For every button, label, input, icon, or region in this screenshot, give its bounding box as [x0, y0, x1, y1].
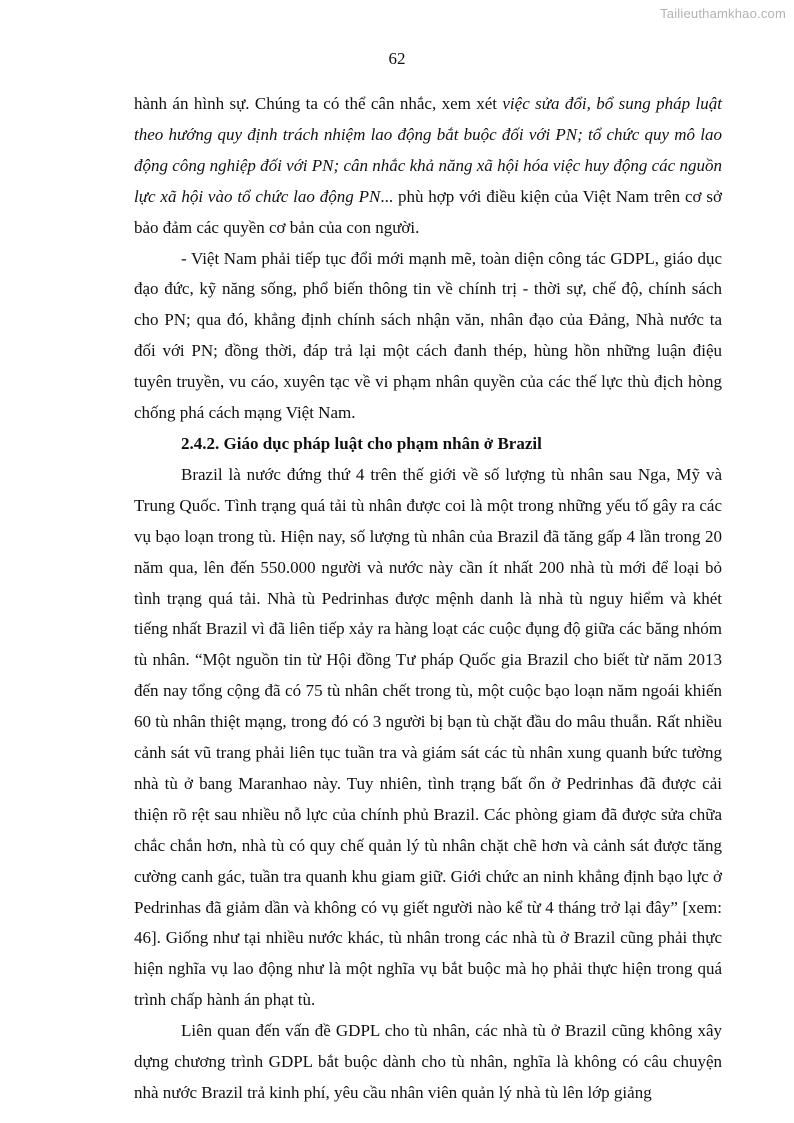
- section-heading: 2.4.2. Giáo dục pháp luật cho phạm nhân ở Brazil: [181, 433, 542, 453]
- paragraph-1-text-end: ... phù hợp với điều kiện của Việt Nam trên cơ sở bảo đảm các quyền cơ bản của con người.: [134, 186, 722, 237]
- watermark: Tailieuthamkhao.com: [660, 6, 786, 21]
- paragraph-1-italic-text: việc sửa đổi, bổ sung pháp luật theo hướng quy định trách nhiệm lao động bắt buộc đối với PN; tổ chức quy mô lao động công nghiệp đối với PN; cân nhắc khả năng xã hội hóa việc huy động các nguồn lực xã hội vào tổ chức lao động PN: [134, 94, 722, 206]
- paragraph-2: - Việt Nam phải tiếp tục đổi mới mạnh mẽ, toàn diện công tác GDPL, giáo dục đạo đức, kỹ năng sống, phổ biến thông tin về chính trị - thời sự, chế độ, chính sách cho PN; qua đó, khẳng định chính sách nhận văn, nhân đạo của Đảng, Nhà nước ta đối với PN; đồng thời, đáp trả lại một cách đanh thép, hùng hồn những luận điệu tuyên truyền, vu cáo, xuyên tạc về vi phạm nhân quyền của các thế lực thù địch hòng chống phá cách mạng Việt Nam.: [134, 248, 722, 423]
- paragraph-1-text-start: hành án hình sự. Chúng ta có thể cân nhắc, xem xét: [134, 94, 503, 113]
- paragraph-4: Liên quan đến vấn đề GDPL cho tù nhân, các nhà tù ở Brazil cũng không xây dựng chương trình GDPL bắt buộc dành cho tù nhân, nghĩa là không có câu chuyện nhà nước Brazil trả kinh phí, yêu cầu nhân viên quản lý nhà tù lên lớp giảng: [134, 1021, 722, 1102]
- document-body: [134, 89, 722, 1109]
- paragraph-1: [134, 89, 722, 244]
- paragraph-3: Brazil là nước đứng thứ 4 trên thế giới về số lượng tù nhân sau Nga, Mỹ và Trung Quốc. Tình trạng quá tải tù nhân được coi là một trong những yếu tố gây ra các vụ bạo loạn trong tù. Hiện nay, số lượng tù nhân của Brazil đã tăng gấp 4 lần trong 20 năm qua, lên đến 550.000 người và nước này cần ít nhất 200 nhà tù mới để loại bỏ tình trạng quá tải. Nhà tù Pedrinhas được mệnh danh là nhà tù nguy hiểm và khét tiếng nhất Brazil vì đã liên tiếp xảy ra hàng loạt các cuộc đụng độ giữa các băng nhóm tù nhân. “Một nguồn tin từ Hội đồng Tư pháp Quốc gia Brazil cho biết từ năm 2013 đến nay tổng cộng đã có 75 tù nhân chết trong tù, một cuộc bạo loạn năm ngoái khiến 60 tù nhân thiệt mạng, trong đó có 3 người bị bạn tù chặt đầu do mâu thuẫn. Rất nhiều cảnh sát vũ trang phải liên tục tuần tra và giám sát các tù nhân xung quanh bức tường nhà tù ở bang Maranhao này. Tuy nhiên, tình trạng bất ổn ở Pedrinhas đã được cải thiện rõ rệt sau nhiều nỗ lực của chính phủ Brazil. Các phòng giam đã được sửa chữa chắc chắn hơn, nhà tù có quy chế quản lý tù nhân chặt chẽ hơn và cảnh sát được tăng cường canh gác, tuần tra quanh khu giam giữ. Giới chức an ninh khẳng định bạo lực ở Pedrinhas đã giảm dần và không có vụ giết người nào kể từ 4 tháng trở lại đây” [xem: 46]. Giống như tại nhiều nước khác, tù nhân trong các nhà tù ở Brazil cũng phải thực hiện nghĩa vụ lao động như là một nghĩa vụ bắt buộc mà họ phải thực hiện trong quá trình chấp hành án phạt tù.: [134, 464, 722, 1010]
- page-number: 62: [388, 49, 406, 68]
